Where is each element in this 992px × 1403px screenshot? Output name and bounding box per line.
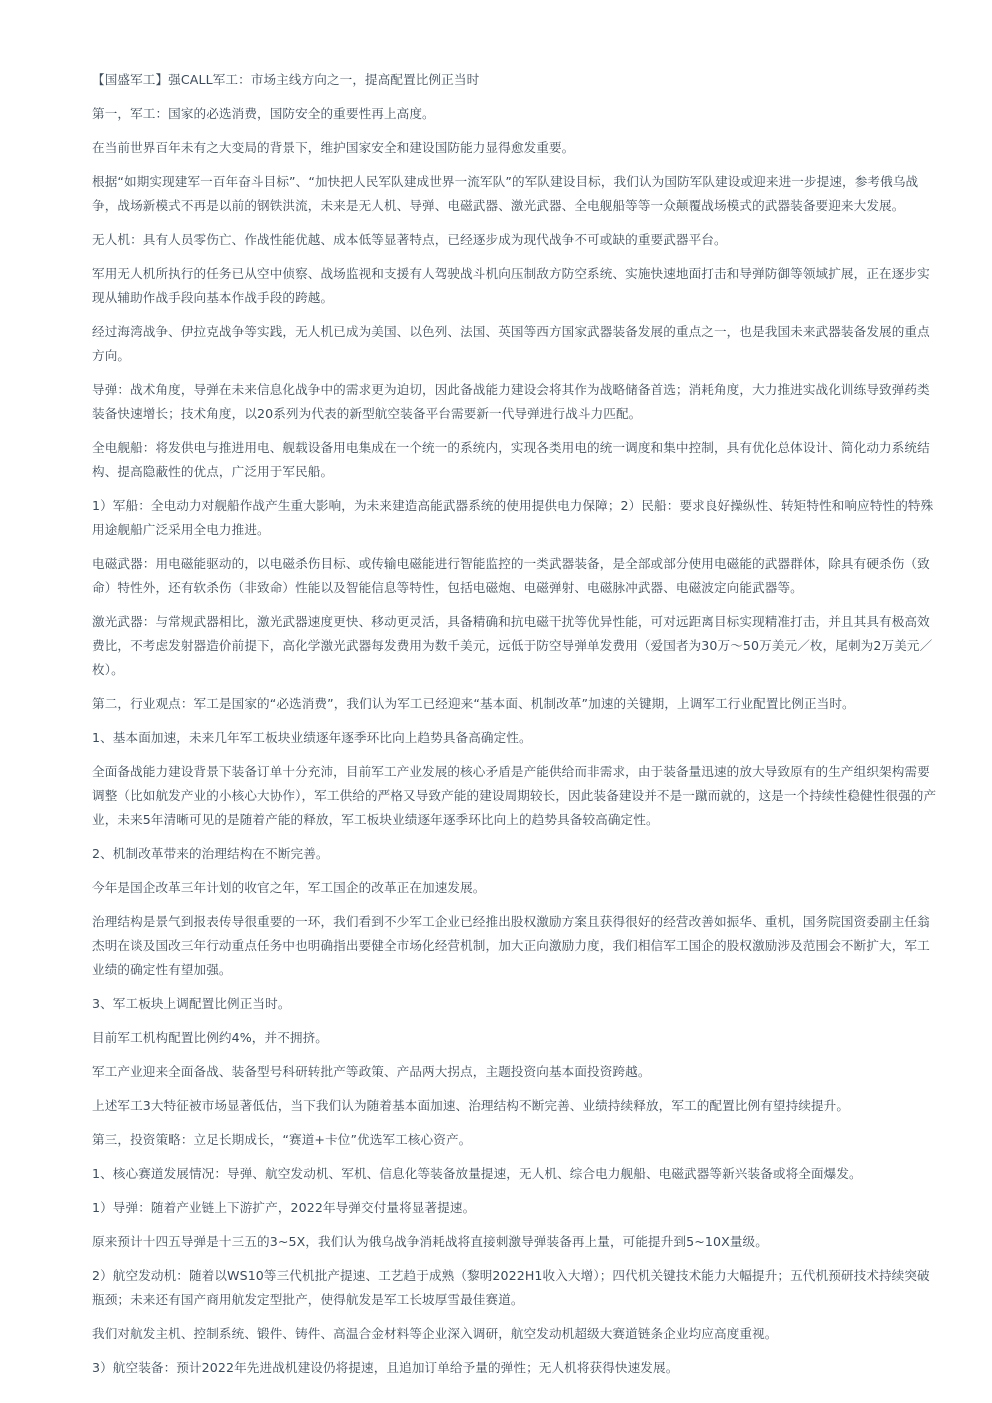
paragraph: 上述军工3大特征被市场显著低估，当下我们认为随着基本面加速、治理结构不断完善、业绩持续释放，军工的配置比例有望持续提升。 [92, 1098, 850, 1113]
section-heading: 第二，行业观点：军工是国家的“必选消费”，我们认为军工已经迎来“基本面、机制改革”加速的关键期，上调军工行业配置比例正当时。 [92, 696, 855, 711]
subsection-heading: 1、核心赛道发展情况：导弹、航空发动机、军机、信息化等装备放量提速，无人机、综合电力舰船、电磁武器等新兴装备或将全面爆发。 [92, 1166, 862, 1181]
paragraph: 治理结构是景气到报表传导很重要的一环，我们看到不少军工企业已经推出股权激励方案且获得很好的经营改善如振华、重机，国务院国资委副主任翁杰明在谈及国改三年行动重点任务中也明确指出要健全市场化经营机制，加大正向激励力度，我们相信军工国企的股权激励涉及范围会不断扩大，军工业绩的确定性有望加强。 [92, 914, 930, 977]
paragraph: 电磁武器：用电磁能驱动的，以电磁杀伤目标、或传输电磁能进行智能监控的一类武器装备，是全部或部分使用电磁能的武器群体，除具有硬杀伤（致命）特性外，还有软杀伤（非致命）性能以及智能信息等特性，包括电磁炮、电磁弹射、电磁脉冲武器、电磁波定向能武器等。 [92, 556, 930, 595]
paragraph: 全电舰船：将发供电与推进用电、舰载设备用电集成在一个统一的系统内，实现各类用电的统一调度和集中控制，具有优化总体设计、简化动力系统结构、提高隐蔽性的优点，广泛用于军民船。 [92, 440, 930, 479]
paragraph: 目前军工机构配置比例约4%，并不拥挤。 [92, 1030, 328, 1045]
paragraph: 根据“如期实现建军一百年奋斗目标”、“加快把人民军队建成世界一流军队”的军队建设目标，我们认为国防军队建设或迎来进一步提速，参考俄乌战争，战场新模式不再是以前的钢铁洪流，未来是无人机、导弹、电磁武器、激光武器、全电舰船等等一众颠覆战场模式的武器装备要迎来大发展。 [92, 174, 919, 213]
paragraph: 经过海湾战争、伊拉克战争等实践，无人机已成为美国、以色列、法国、英国等西方国家武器装备发展的重点之一，也是我国未来武器装备发展的重点方向。 [92, 324, 930, 363]
paragraph: 在当前世界百年未有之大变局的背景下，维护国家安全和建设国防能力显得愈发重要。 [92, 140, 575, 155]
paragraph: 1）军船：全电动力对舰船作战产生重大影响，为未来建造高能武器系统的使用提供电力保障；2）民船：要求良好操纵性、转矩特性和响应特性的特殊用途舰船广泛采用全电力推进。 [92, 498, 934, 537]
paragraph: 全面备战能力建设背景下装备订单十分充沛，目前军工产业发展的核心矛盾是产能供给而非需求，由于装备量迅速的放大导致原有的生产组织架构需要调整（比如航发产业的小核心大协作），军工供给的严格又导致产能的建设周期较长，因此装备建设并不是一蹴而就的，这是一个持续性稳健性很强的产业，未来5年清晰可见的是随着产能的释放，军工板块业绩逐年逐季环比向上的趋势具备较高确定性。 [92, 764, 937, 827]
subsection-heading: 1、基本面加速，未来几年军工板块业绩逐年逐季环比向上趋势具备高确定性。 [92, 730, 532, 745]
paragraph: 我们对航发主机、控制系统、锻件、铸件、高温合金材料等企业深入调研，航空发动机超级大赛道链条企业均应高度重视。 [92, 1326, 778, 1341]
paragraph: 2）航空发动机：随着以WS10等三代机批产提速、工艺趋于成熟（黎明2022H1收入大增）；四代机关键技术能力大幅提升；五代机预研技术持续突破瓶颈；未来还有国产商用航发定型批产，使得航发是军工长坡厚雪最佳赛道。 [92, 1268, 930, 1307]
paragraph: 原来预计十四五导弹是十三五的3~5X，我们认为俄乌战争消耗战将直接刺激导弹装备再上量，可能提升到5~10X量级。 [92, 1234, 768, 1249]
paragraph: 3）航空装备：预计2022年先进战机建设仍将提速，且追加订单给予量的弹性；无人机将获得快速发展。 [92, 1360, 679, 1375]
paragraph: 军工产业迎来全面备战、装备型号科研转批产等政策、产品两大拐点，主题投资向基本面投资跨越。 [92, 1064, 651, 1079]
paragraph: 今年是国企改革三年计划的收官之年，军工国企的改革正在加速发展。 [92, 880, 486, 895]
subsection-heading: 3、军工板块上调配置比例正当时。 [92, 996, 291, 1011]
paragraph: 激光武器：与常规武器相比，激光武器速度更快、移动更灵活，具备精确和抗电磁干扰等优异性能，可对远距离目标实现精准打击，并且其具有极高效费比，不考虑发射器造价前提下，高化学激光武器每发费用为数千美元，远低于防空导弹单发费用（爱国者为30万～50万美元／枚，尾刺为2万美元／枚）。 [92, 614, 933, 677]
paragraph: 无人机：具有人员零伤亡、作战性能优越、成本低等显著特点，已经逐步成为现代战争不可或缺的重要武器平台。 [92, 232, 727, 247]
paragraph: 1）导弹：随着产业链上下游扩产，2022年导弹交付量将显著提速。 [92, 1200, 476, 1215]
paragraph: 军用无人机所执行的任务已从空中侦察、战场监视和支援有人驾驶战斗机向压制敌方防空系统、实施快速地面打击和导弹防御等领域扩展，正在逐步实现从辅助作战手段向基本作战手段的跨越。 [92, 266, 930, 305]
section-heading: 第一，军工：国家的必选消费，国防安全的重要性再上高度。 [92, 106, 435, 121]
document-title: 【国盛军工】强CALL军工：市场主线方向之一，提高配置比例正当时 [92, 72, 480, 87]
subsection-heading: 2、机制改革带来的治理结构在不断完善。 [92, 846, 329, 861]
paragraph: 导弹：战术角度，导弹在未来信息化战争中的需求更为迫切，因此备战能力建设会将其作为战略储备首选；消耗角度，大力推进实战化训练导致弹药类装备快速增长；技术角度，以20系列为代表的新型航空装备平台需要新一代导弹进行战斗力匹配。 [92, 382, 930, 421]
section-heading: 第三，投资策略：立足长期成长，“赛道+卡位”优选军工核心资产。 [92, 1132, 472, 1147]
